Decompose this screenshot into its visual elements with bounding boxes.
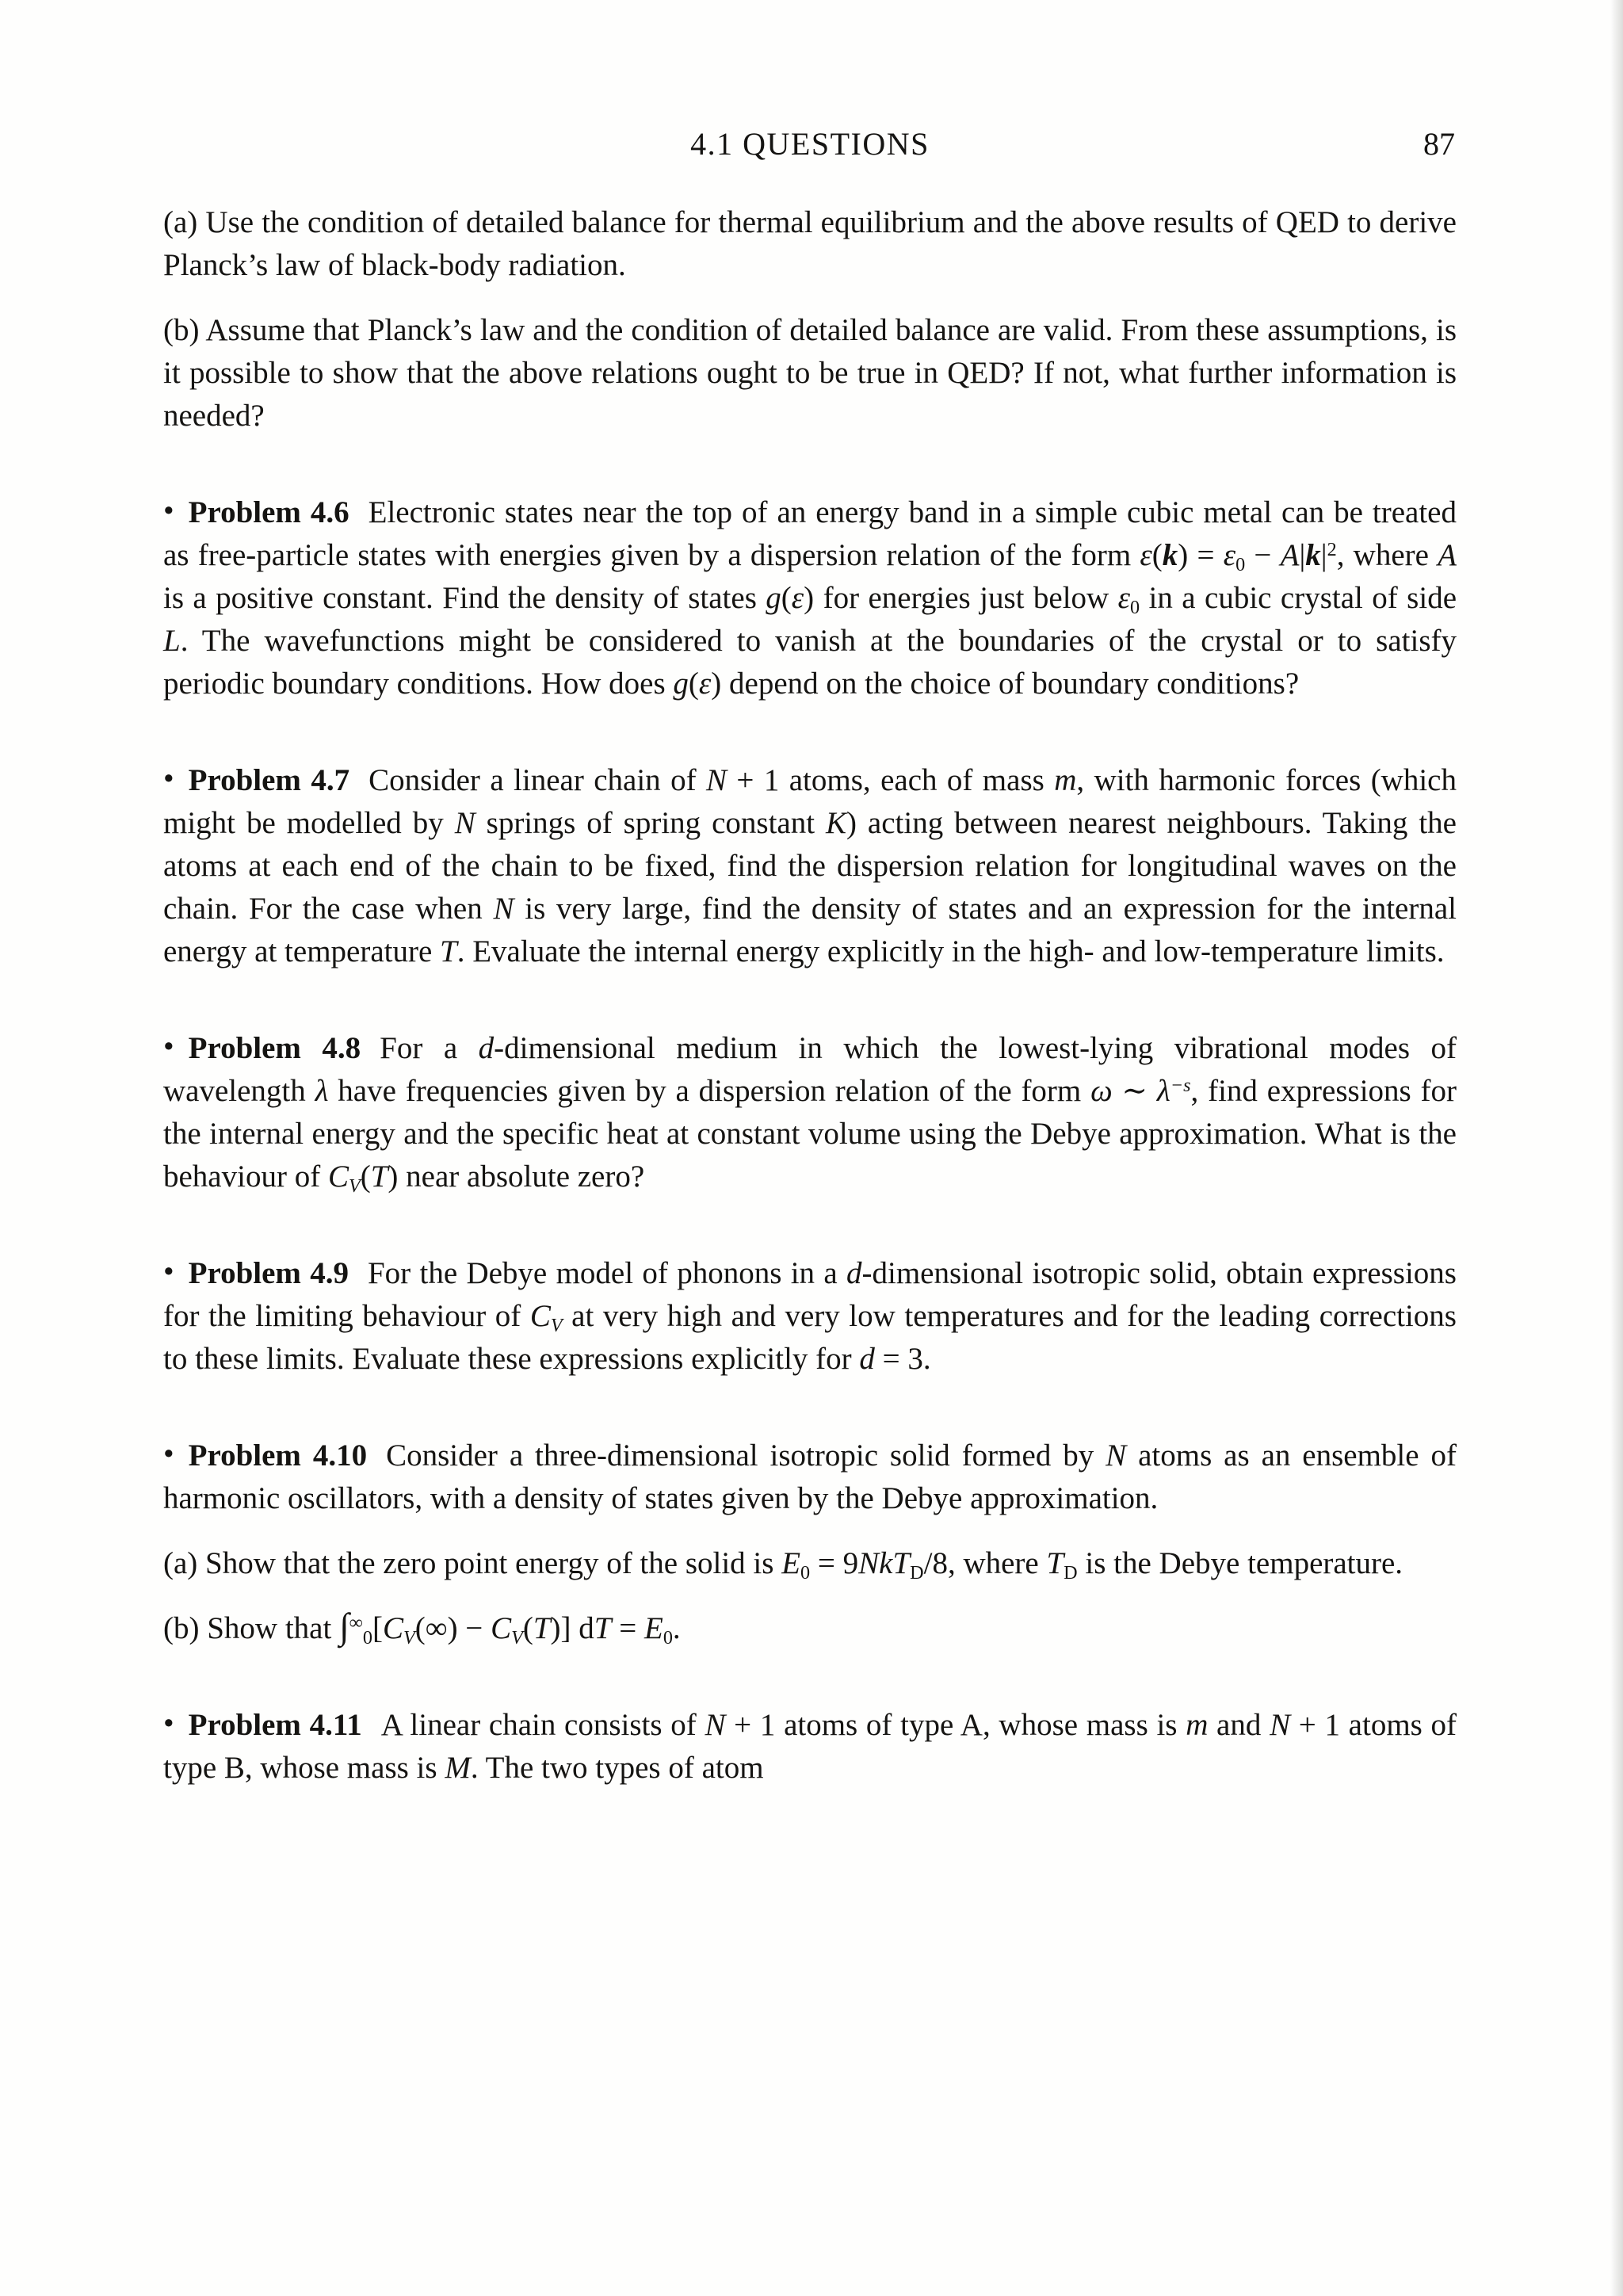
text-segment: NkT (858, 1546, 911, 1580)
text-segment: -dimensional medium in which the lowest-lying vibrational modes of wavelength (163, 1031, 1457, 1108)
text-segment: g (673, 667, 689, 701)
text-segment: is the Debye temperature. (1077, 1546, 1403, 1580)
text-segment: For a (380, 1031, 479, 1065)
text-segment: E (643, 1611, 663, 1645)
text-segment: T (533, 1611, 551, 1645)
text-segment: N (454, 806, 475, 840)
text-segment: in a cubic crystal of side (1140, 581, 1457, 615)
text-segment: A (1438, 538, 1457, 572)
text-segment: Problem 4.7 (188, 763, 350, 797)
text-segment: d (846, 1256, 862, 1290)
bullet-marker: • (163, 1030, 174, 1064)
text-segment: Problem 4.9 (188, 1256, 349, 1290)
text-segment: | (1299, 538, 1306, 572)
text-segment: N (1270, 1708, 1291, 1742)
text-segment: m (1054, 763, 1077, 797)
bullet-marker: • (163, 762, 174, 796)
text-segment: atoms as an ensemble of harmonic oscillators, with a density of states given by the Debye approximation. (163, 1438, 1457, 1515)
text-segment: For the Debye model of phonons in a (367, 1256, 846, 1290)
text-segment: , find expressions for the internal energy and the specific heat at constant volume using the Debye approximation. What is the behaviour of (163, 1074, 1457, 1194)
page-header (163, 125, 1457, 163)
paragraph-b (163, 309, 1457, 437)
text-segment: )] d (550, 1611, 594, 1645)
text-segment: 0 (362, 1626, 372, 1648)
text-segment: A linear chain consists of (380, 1708, 705, 1742)
problem-4-11 (163, 1704, 1457, 1790)
page-number: 87 (1423, 126, 1455, 162)
text-segment: is very large, find the density of states and an expression for the internal energy at temperature (163, 892, 1457, 968)
problem-4-10 (163, 1435, 1457, 1520)
text-segment: D (1064, 1561, 1078, 1584)
text-segment: /8, where (923, 1546, 1047, 1580)
text-segment: L (163, 624, 181, 658)
text-segment: 0 (1130, 596, 1140, 618)
text-segment: + 1 atoms of type A, whose mass is (725, 1708, 1186, 1742)
text-segment: ∼ (1112, 1074, 1157, 1108)
text-segment: ω (1090, 1074, 1113, 1108)
text-segment: Problem 4.6 (188, 495, 349, 529)
paragraph-4-10-b (163, 1607, 1457, 1650)
text-segment: λ (1156, 1074, 1170, 1108)
text-segment: (b) Show that (163, 1611, 340, 1645)
text-segment: D (910, 1561, 924, 1584)
paragraph-4-10-a (163, 1542, 1457, 1585)
paragraph-a (163, 201, 1457, 287)
text-segment: V (511, 1626, 523, 1648)
text-segment: k (1305, 538, 1321, 572)
text-segment: 0 (800, 1561, 811, 1584)
text-segment: , where (1336, 538, 1438, 572)
text-segment: near absolute zero? (398, 1159, 645, 1194)
problem-4-9 (163, 1252, 1457, 1381)
bullet-marker: • (163, 1706, 174, 1740)
problem-4-7 (163, 759, 1457, 973)
text-segment: C (491, 1611, 512, 1645)
page-content (163, 201, 1457, 1790)
text-segment: ( (781, 581, 792, 615)
text-segment: Problem 4.11 (188, 1708, 362, 1742)
text-segment: = 9 (810, 1546, 859, 1580)
bullet-marker: • (163, 1437, 174, 1471)
text-segment: d (859, 1342, 875, 1376)
text-segment: for energies just below (814, 581, 1118, 615)
text-segment: T (370, 1159, 388, 1194)
text-segment: at very high and very low temperatures and for the leading corrections to these limits. Evaluate these expressions explicitly for (163, 1299, 1457, 1376)
text-segment: 2 (1327, 538, 1337, 560)
text-segment: d (478, 1031, 495, 1065)
text-segment: and (1208, 1708, 1270, 1742)
text-segment: ε (1140, 538, 1152, 572)
text-segment: C (327, 1159, 349, 1194)
text-segment: Consider a linear chain of (369, 763, 706, 797)
text-segment: (∞) − (414, 1611, 491, 1645)
text-segment: ( (1151, 538, 1163, 572)
section-title: 4.1 QUESTIONS (690, 126, 930, 162)
text-segment: depend on the choice of boundary conditions? (721, 667, 1300, 701)
text-segment: ε (1223, 538, 1236, 572)
text-segment: ∫ (339, 1606, 349, 1646)
text-segment: springs of spring constant (475, 806, 826, 840)
text-segment: ) (711, 667, 722, 701)
text-segment: ( (688, 667, 699, 701)
text-segment: 0 (1235, 553, 1246, 575)
text-segment: 0 (663, 1626, 673, 1648)
problem-4-6 (163, 491, 1457, 705)
text-segment: K (826, 806, 847, 840)
text-segment: A (1280, 538, 1300, 572)
text-segment: . The two types of atom (470, 1751, 764, 1785)
text-segment: V (403, 1626, 415, 1648)
text-segment: V (348, 1175, 361, 1197)
text-segment: have frequencies given by a dispersion relation of the form (328, 1074, 1091, 1108)
text-segment: + 1 atoms of type B, whose mass is (163, 1708, 1457, 1785)
text-segment: C (383, 1611, 404, 1645)
text-segment: = (611, 1611, 644, 1645)
text-segment: ) acting between nearest neighbours. Taking the atoms at each end of the chain to be fixed, find the dispersion relation for longitudinal waves on the chain. For the case when (163, 806, 1457, 926)
text-segment: Problem 4.10 (188, 1438, 368, 1473)
text-segment: ( (522, 1611, 533, 1645)
text-segment: + 1 atoms, each of mass (727, 763, 1055, 797)
text-segment: (b) Assume that Planck’s law and the condition of detailed balance are valid. From these assumptions, is it possible to show that the above relations ought to be true in QED? If not, what further information is needed? (163, 313, 1457, 433)
text-segment: = 3. (874, 1342, 931, 1376)
problem-4-8 (163, 1027, 1457, 1198)
text-segment: Problem 4.8 (188, 1031, 361, 1065)
text-segment: V (550, 1314, 563, 1336)
text-segment: N (1106, 1438, 1127, 1473)
text-segment: T (440, 934, 457, 968)
text-segment: T (594, 1611, 612, 1645)
text-segment: [ (372, 1611, 383, 1645)
text-segment: -dimensional isotropic solid, obtain expressions for the limiting behaviour of (163, 1256, 1457, 1333)
text-segment: | (1320, 538, 1327, 572)
bullet-marker: • (163, 494, 174, 528)
text-segment: . (672, 1611, 681, 1645)
text-segment: Consider a three-dimensional isotropic solid formed by (386, 1438, 1106, 1473)
text-segment: ε (698, 667, 712, 701)
text-segment: T (1046, 1546, 1064, 1580)
text-segment: N (493, 892, 514, 926)
text-segment: − (1245, 538, 1281, 572)
text-segment: M (445, 1751, 471, 1785)
text-segment: (a) Show that the zero point energy of the solid is (163, 1546, 782, 1580)
text-segment: ) (804, 581, 815, 615)
text-segment: λ (315, 1074, 329, 1108)
bullet-marker: • (163, 1255, 174, 1289)
text-segment: ) = (1178, 538, 1224, 572)
text-segment: ( (360, 1159, 371, 1194)
text-segment: ε (1117, 581, 1131, 615)
text-segment: ∞ (349, 1611, 363, 1633)
text-segment: . The wavefunctions might be considered to vanish at the boundaries of the crystal or to satisfy periodic boundary conditions. How does (163, 624, 1457, 701)
text-segment: g (766, 581, 781, 615)
text-segment: N (706, 763, 727, 797)
text-segment: ε (791, 581, 804, 615)
text-segment: N (705, 1708, 726, 1742)
text-segment: −s (1170, 1074, 1191, 1096)
text-segment: is a positive constant. Find the density of states (163, 581, 766, 615)
text-segment: m (1186, 1708, 1209, 1742)
text-segment: (a) Use the condition of detailed balance for thermal equilibrium and the above results of QED to derive Planck’s law of black-body radiation. (163, 205, 1457, 282)
text-segment: k (1162, 538, 1178, 572)
text-segment: E (781, 1546, 801, 1580)
text-segment: C (529, 1299, 551, 1333)
text-segment: ) (388, 1159, 399, 1194)
text-segment: , with harmonic forces (which might be modelled by (163, 763, 1457, 840)
text-segment: Electronic states near the top of an energy band in a simple cubic metal can be treated as free-particle states with energies given by a dispersion relation of the form (163, 495, 1457, 572)
text-segment: . Evaluate the internal energy explicitly in the high- and low-temperature limits. (456, 934, 1445, 968)
